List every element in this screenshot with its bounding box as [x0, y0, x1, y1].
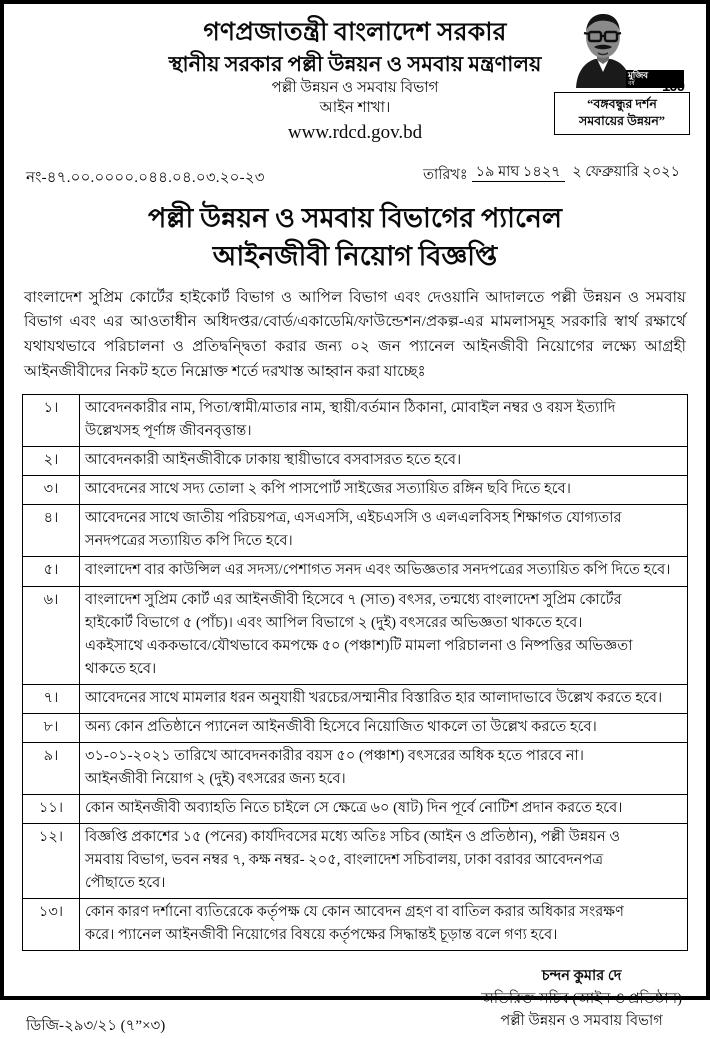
mujib-label-en: MUJIB [659, 69, 684, 78]
mujib-borsho-logo [626, 69, 684, 95]
page-title [22, 200, 688, 276]
table-row [23, 505, 688, 557]
condition-line: কোন আইনজীবী অব্যাহতি নিতে চাইলে সে ক্ষেত্রে ৬০ (ষাট) দিন পূর্বে নোটিশ প্রদান করতে হবে। [85, 799, 623, 816]
condition-line: বাংলাদেশ সুপ্রিম কোর্ট এর আইনজীবী হিসেবে ৭ (সাত) বৎসর, তন্মধ্যে বাংলাদেশ সুপ্রিম কোর্টের [85, 591, 622, 608]
date-label: তারিখঃ [423, 167, 468, 184]
condition-text [80, 742, 688, 794]
date-gregorian: ২ ফেব্রুয়ারি ২০২১ [572, 163, 680, 180]
signatory-name: চন্দন কুমার দে [541, 968, 622, 985]
condition-text [80, 476, 688, 505]
condition-text [80, 447, 688, 476]
website-url[interactable]: www.rdcd.gov.bd [287, 121, 423, 143]
table-row [23, 794, 688, 823]
condition-line: কোন কারণ দর্শানো ব্যতিরেকে কর্তৃপক্ষ যে কোন আবেদন গ্রহণ বা বাতিল করার অধিকার সংরক্ষণ [85, 904, 624, 921]
condition-line: ৩১-০১-২০২১ তারিখে আবেদনকারীর বয়স ৫০ (পঞ্চাশ) বৎসরের অধিক হতে পারবে না। [85, 747, 584, 764]
mujib-borsho-bangla-sub: বর্ষ [626, 81, 684, 88]
condition-line: আবেদনের সাথে মামলার ধরন অনুযায়ী খরচের/সম্মানীর বিস্তারিত হার আলাদাভাবে উল্লেখ করতে হবে। [85, 689, 663, 706]
condition-line: একইসাথে এককভাবে/যৌথভাবে কমপক্ষে ৫০ (পঞ্চাশ)টি মামলা পরিচালনা ও নিষ্পত্তির অভিজ্ঞতা [85, 637, 633, 654]
condition-serial: ৯। [23, 742, 80, 794]
condition-serial: ৭। [23, 684, 80, 713]
memo-date-block [423, 156, 684, 188]
memo-row [22, 156, 688, 196]
mujib-year-100: 100 [661, 78, 684, 95]
mujib-borsho-bangla-label: মুজিব [626, 70, 684, 81]
condition-text [80, 713, 688, 742]
condition-serial: ৬। [23, 586, 80, 684]
condition-line: করে। প্যানেল আইনজীবী নিয়োগের বিষয়ে কর্তৃপক্ষের সিদ্ধান্তই চূড়ান্ত বলে গণ্য হবে। [85, 927, 558, 944]
condition-serial: ৫। [23, 557, 80, 586]
table-row [23, 557, 688, 586]
table-row [23, 742, 688, 794]
condition-serial: ১১। [23, 794, 80, 823]
emblem-artwork [554, 12, 690, 95]
condition-serial: ২। [23, 447, 80, 476]
intro-paragraph: বাংলাদেশ সুপ্রিম কোর্টের হাইকোর্ট বিভাগ ও আপিল বিভাগ এবং দেওয়ানি আদালতে পল্লী উন্নয়ন ও সমবায় বিভাগ এবং এর আওতাধীন অধিদপ্তর/বোর্ড/একাডেমি/ফাউন্ডেশন/প্রকল্প-এর মামলাসমূহ সরকারি স্বার্থ রক্ষার্থে যথাযথভাবে পরিচালনা ও প্রতিদ্বন্দ্বিতা করার জন্য ০২ জন প্যানেল আইনজীবী নিয়োগের লক্ষ্যে আগ্রহী আইনজীবীদের নিকট হতে নিম্নোক্ত শর্তে দরখাস্ত আহ্বান করা যাচ্ছেঃ [24, 288, 686, 380]
division-name: পল্লী উন্নয়ন ও সমবায় বিভাগ [271, 79, 439, 96]
government-name: গণপ্রজাতন্ত্রী বাংলাদেশ সরকার [203, 19, 507, 46]
condition-line: পৌছাতে হবে। [85, 875, 166, 892]
condition-serial: ১। [23, 395, 80, 447]
condition-serial: ৪। [23, 505, 80, 557]
condition-text [80, 794, 688, 823]
condition-line: আইনজীবী নিয়োগ ২ (দুই) বৎসরের জন্য হবে। [85, 770, 346, 787]
table-row [23, 586, 688, 684]
branch-name: আইন শাখা। [319, 100, 391, 117]
table-row [23, 395, 688, 447]
table-row [23, 713, 688, 742]
condition-line: অন্য কোন প্রতিষ্ঠানে প্যানেল আইনজীবী হিসেবে নিয়োজিত থাকলে তা উল্লেখ করতে হবে। [85, 718, 597, 735]
emblem-slogan-box [554, 92, 690, 135]
conditions-table [22, 394, 688, 951]
condition-line: আবেদনের সাথে জাতীয় পরিচয়পত্র, এসএসসি, এইচএসসি ও এলএলবিসহ শিক্ষাগত যোগ্যতার [85, 510, 622, 527]
condition-line: উল্লেখসহ পূর্ণাঙ্গ জীবনবৃত্তান্ত। [85, 423, 252, 440]
signatory-department: পল্লী উন্নয়ন ও সমবায় বিভাগ [500, 1013, 663, 1030]
condition-text [80, 586, 688, 684]
condition-text [80, 505, 688, 557]
table-row [23, 476, 688, 505]
condition-text [80, 823, 688, 898]
document-reference-code: ডিজি-২৯৩/২১ (৭”×৩) [26, 1018, 166, 1035]
condition-line: সনদপত্রের সত্যায়িত কপি দিতে হবে। [85, 533, 293, 550]
condition-line: হাইকোর্ট বিভাগে ৫ (পাঁচ)। এবং আপিল বিভাগে ২ (দুই) বৎসরের অভিজ্ঞতা থাকতে হবে। [85, 614, 583, 631]
document-footer [22, 965, 688, 1039]
ministry-name: স্থানীয় সরকার পল্লী উন্নয়ন ও সমবায় মন্ত্রণালয় [168, 51, 542, 76]
condition-text [80, 395, 688, 447]
condition-serial: ১২। [23, 823, 80, 898]
condition-text [80, 899, 688, 951]
date-stack [472, 162, 684, 182]
table-row [23, 447, 688, 476]
condition-serial: ১৩। [23, 899, 80, 951]
condition-line: আবেদনকারী আইনজীবীকে ঢাকায় স্থায়ীভাবে বসবাসরত হতে হবে। [85, 452, 462, 469]
signatory-designation: অতিরিক্ত সচিব (আইন ও প্রতিষ্ঠান) [481, 990, 682, 1007]
signature-block [481, 965, 682, 1033]
table-row [23, 823, 688, 898]
condition-text [80, 684, 688, 713]
condition-line: বিজ্ঞপ্তি প্রকাশের ১৫ (পনের) কার্যদিবসের মধ্যে অতিঃ সচিব (আইন ও প্রতিষ্ঠান), পল্লী উন্নয়ন ও [85, 828, 621, 845]
condition-serial: ৩। [23, 476, 80, 505]
condition-line: সমবায় বিভাগ, ভবন নম্বর ৭, কক্ষ নম্বর- ২০৫, বাংলাদেশ সচিবালয়, ঢাকা বরাবর আবেদনপত্র [85, 851, 604, 868]
conditions-table-body [23, 395, 688, 951]
document-header [22, 12, 688, 146]
slogan-line-2: সমবায়ের উন্নয়ন” [578, 113, 666, 128]
table-row [23, 899, 688, 951]
condition-line: বাংলাদেশ বার কাউন্সিল এর সদস্য/পেশাগত সনদ এবং অভিজ্ঞতার সনদপত্রের সত্যায়িত কপি দিতে হবে। [85, 562, 671, 579]
condition-serial: ৮। [23, 713, 80, 742]
table-row [23, 684, 688, 713]
slogan-line-1: “বঙ্গবন্ধুর দর্শন [587, 97, 657, 111]
condition-line: আবেদনকারীর নাম, পিতা/স্বামী/মাতার নাম, স্থায়ী/বর্তমান ঠিকানা, মোবাইল নম্বর ও বয়স ইত্যাদি [85, 400, 616, 417]
date-bangla: ১৯ মাঘ ১৪২৭ [472, 164, 565, 182]
condition-line: থাকতে হবে। [85, 660, 157, 677]
title-line-1: পল্লী উন্নয়ন ও সমবায় বিভাগের প্যানেল [147, 203, 563, 234]
condition-line: আবেদনের সাথে সদ্য তোলা ২ কপি পাসপোর্ট সাইজের সত্যায়িত রঙ্গিন ছবি দিতে হবে। [85, 481, 571, 498]
title-line-2: আইনজীবী নিয়োগ বিজ্ঞপ্তি [212, 240, 498, 271]
condition-text [80, 557, 688, 586]
mujib-borsho-emblem [554, 12, 690, 135]
memo-number: নং-৪৭.০০.০০০০.০৪৪.০৪.০৩.২০-২৩ [26, 170, 265, 187]
